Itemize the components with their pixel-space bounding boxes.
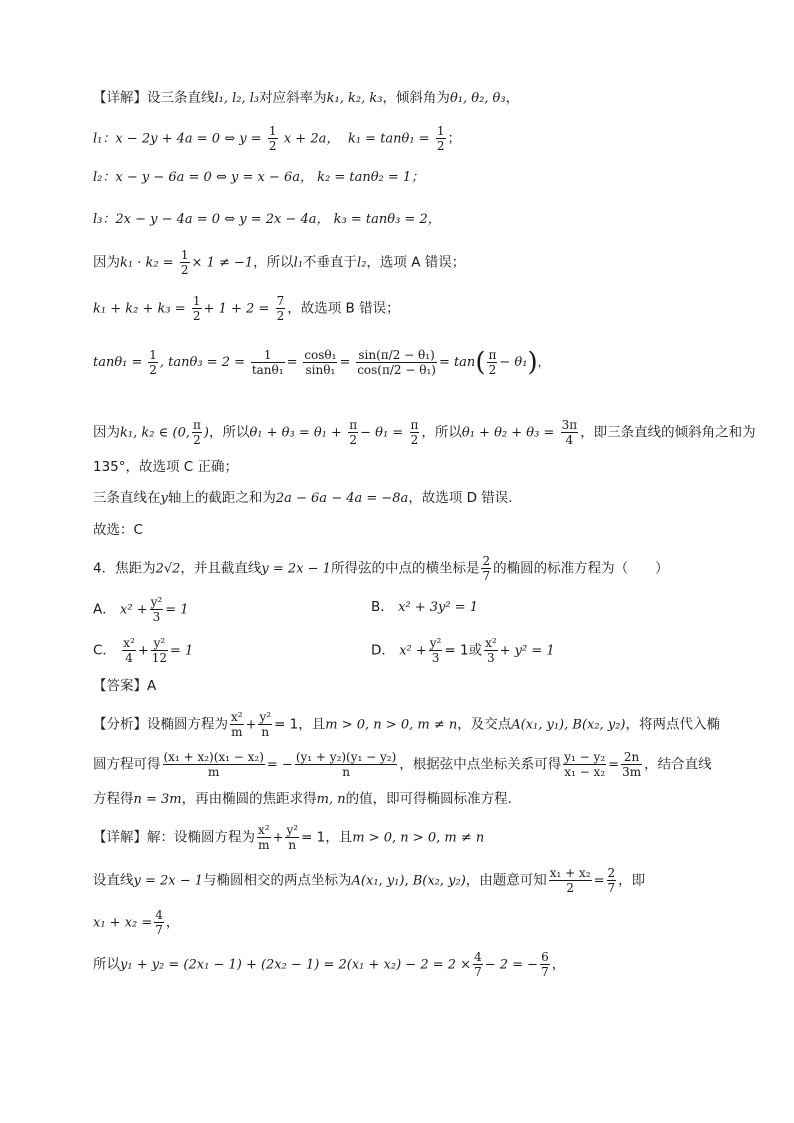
option-a[interactable]: A． x² + $\frac{\text{y²}}{3}$ = 1: [93, 595, 189, 624]
answer-line: [93, 676, 156, 696]
fraction: $\frac{\text{y²}}{3}$: [150, 595, 163, 624]
y-sum-line: 所以y₁ + y₂ = (2x₁ − 1) + (2x₂ − 1) = 2(x₁ + x₂) − 2 = 2 × $\frac{4}{7}$ − 2 = − $\frac{6}{7}$ ，: [93, 950, 566, 979]
detail-intro-line: 【详解】设三条直线l₁, l₂, l₃对应斜率为k₁, k₂, k₃，倾斜角为θ₁, θ₂, θ₃，: [93, 90, 520, 106]
fraction: $\frac{2n}{3m}$: [622, 750, 642, 779]
analysis-line-2: 圆方程可得 $\frac{\text{(x₁ + x₂)(x₁ − x₂)}}{m}$ = − $\frac{\text{(y₁ + y₂)(y₁ − y₂)}}{n}$ ，根据弦中点坐标关系可得 $\frac{\text{y₁ − y₂}}{\text{x₁ − x₂}}$ = $\frac{2n}{3m}$ ，结合直线: [93, 750, 712, 779]
angle-conclusion-line: 135°，故选项 C 正确；: [93, 459, 239, 475]
fraction: $\frac{\text{x²}}{m}$: [258, 823, 270, 852]
analysis-tag: 【分析】: [93, 716, 147, 733]
fraction: $\frac{2}{7}$: [607, 866, 616, 895]
angles-symbol: θ₁, θ₂, θ₃: [449, 91, 506, 106]
fraction: $\frac{\text{x²}}{3}$: [485, 636, 497, 665]
angle-sum-line: 因为k₁, k₂ ∈ (0, $\frac{\pi}{2}$ )，所以θ₁ + θ₃ = θ₁ + $\frac{\pi}{2}$ − θ₁ = $\frac{\pi}{2}$ ，所以θ₁ + θ₂ + θ₃ = $\frac{3\pi}{4}$ ，即三条直线的倾斜角之和为: [93, 418, 756, 447]
detail-tag: 【详解】: [93, 829, 147, 846]
fraction: $\frac{1}{2}$: [180, 248, 189, 277]
lines-symbol: l₁, l₂, l₃: [214, 91, 260, 106]
fraction: $\frac{\pi}{2}$: [488, 348, 497, 377]
fraction: $\frac{2}{7}$: [482, 554, 491, 583]
intercept-line: 三条直线在y轴上的截距之和为2a − 6a − 4a = −8a，故选项 D 错误.: [93, 490, 513, 506]
fraction: $\frac{4}{7}$: [155, 908, 163, 937]
fraction: $\frac{4}{7}$: [474, 950, 482, 979]
answer-tag: 【答案】: [93, 678, 147, 694]
equation-l3: l₃：2x − y − 4a = 0 ⇔ y = 2x − 4a， k₃ = tanθ₃ = 2，: [93, 212, 441, 227]
fraction: $\frac{\text{y²}}{3}$: [429, 636, 442, 665]
analysis-line-3: 方程得n = 3m，再由椭圆的焦距求得m, n的值，即可得椭圆标准方程.: [93, 791, 512, 807]
fraction: $\frac{\text{x₁ + x₂}}{2}$: [549, 866, 591, 895]
fraction: $\frac{7}{2}$: [276, 294, 285, 323]
question-4: 4．焦距为2√2，并且截直线y = 2x − 1所得弦的中点的横坐标是 $\frac{2}{7}$ 的椭圆的标准方程为（ ）: [93, 554, 669, 583]
fraction: $\frac{\text{y₁ − y₂}}{\text{x₁ − x₂}}$: [564, 750, 606, 779]
fraction: $\frac{1}{2}$: [192, 294, 201, 323]
fraction: $\frac{\text{y²}}{n}$: [259, 710, 272, 739]
fraction: $\frac{\text{(y₁ + y₂)(y₁ − y₂)}}{n}$: [295, 750, 397, 779]
fraction: $\frac{\pi}{2}$: [349, 418, 358, 447]
option-c[interactable]: C． $\frac{\text{x²}}{4}$ + $\frac{\text{y²}}{12}$ = 1: [93, 636, 194, 665]
slopes-symbol: k₁, k₂, k₃: [326, 91, 383, 106]
fraction: $\frac{\pi}{2}$: [410, 418, 419, 447]
fraction: $\frac{\text{sin(π/2 − θ₁)}}{\text{cos(π/2 − θ₁)}}$: [357, 348, 436, 377]
fraction: $\frac{6}{7}$: [541, 950, 549, 979]
x-sum-line: x₁ + x₂ = $\frac{4}{7}$ ，: [93, 908, 180, 937]
tangent-identity-line: tanθ₁ = $\frac{1}{2}$ , tanθ₃ = 2 = $\frac{1}{\text{tanθ₁}}$ = $\frac{\text{cosθ₁}}{\text{sinθ₁}}$ = $\frac{\text{sin(π/2 − θ₁)}}{\text{cos(π/2 − θ₁)}}$ = tan( $\frac{\pi}{2}$ − θ₁)，: [93, 347, 550, 378]
analysis-line-1: 【分析】设椭圆方程为 $\frac{\text{x²}}{m}$ + $\frac{\text{y²}}{n}$ = 1，且m > 0, n > 0, m ≠ n，及交点A(x₁, y₁), B(x₂, y₂)，将两点代入椭: [93, 710, 720, 739]
fraction: $\frac{\text{x²}}{m}$: [231, 710, 243, 739]
fraction: $\frac{3\pi}{4}$: [561, 418, 578, 447]
fraction: $\frac{1}{\text{tanθ₁}}$: [251, 348, 284, 377]
equation-l2: l₂：x − y − 6a = 0 ⇔ y = x − 6a， k₂ = tanθ₂ = 1；: [93, 170, 425, 185]
slope-sum-line: k₁ + k₂ + k₃ = $\frac{1}{2}$ + 1 + 2 = $\frac{7}{2}$ ，故选项 B 错误；: [93, 294, 400, 323]
perpendicular-check-line: 因为k₁ · k₂ = $\frac{1}{2}$ × 1 ≠ −1，所以l₁不垂直于l₂，选项 A 错误；: [93, 248, 466, 277]
fraction: $\frac{\text{x²}}{4}$: [123, 636, 135, 665]
fraction: $\frac{\text{cosθ₁}}{\text{sinθ₁}}$: [304, 348, 337, 377]
fraction: $\frac{1}{2}$: [268, 124, 277, 153]
fraction: $\frac{\text{y²}}{12}$: [151, 636, 167, 665]
fraction: $\frac{1}{2}$: [436, 124, 445, 153]
fraction: $\frac{\text{y²}}{n}$: [286, 823, 299, 852]
answer-value: A: [147, 678, 157, 694]
fraction: $\frac{\text{(x₁ + x₂)(x₁ − x₂)}}{m}$: [163, 750, 264, 779]
detail2-line: 【详解】解：设椭圆方程为 $\frac{\text{x²}}{m}$ + $\frac{\text{y²}}{n}$ = 1，且m > 0, n > 0, m ≠ n: [93, 823, 485, 852]
option-d[interactable]: D． x² + $\frac{\text{y²}}{3}$ = 1或 $\frac{\text{x²}}{3}$ + y² = 1: [371, 636, 555, 665]
choice-line: 故选：C: [93, 522, 143, 538]
fraction: $\frac{1}{2}$: [149, 348, 157, 377]
option-b[interactable]: B． x² + 3y² = 1: [371, 599, 479, 615]
equation-l1: l₁：x − 2y + 4a = 0 ⇔ y = $\frac{1}{2}$ x + 2a， k₁ = tanθ₁ = $\frac{1}{2}$ ；: [93, 124, 462, 153]
intersection-line: 设直线y = 2x − 1与椭圆相交的两点坐标为A(x₁, y₁), B(x₂, y₂)，由题意可知 $\frac{\text{x₁ + x₂}}{2}$ = $\frac{2}{7}$ ，即: [93, 866, 646, 895]
question-number: 4．: [93, 560, 116, 577]
detail-tag: 【详解】: [93, 90, 147, 106]
fraction: $\frac{\pi}{2}$: [192, 418, 201, 447]
